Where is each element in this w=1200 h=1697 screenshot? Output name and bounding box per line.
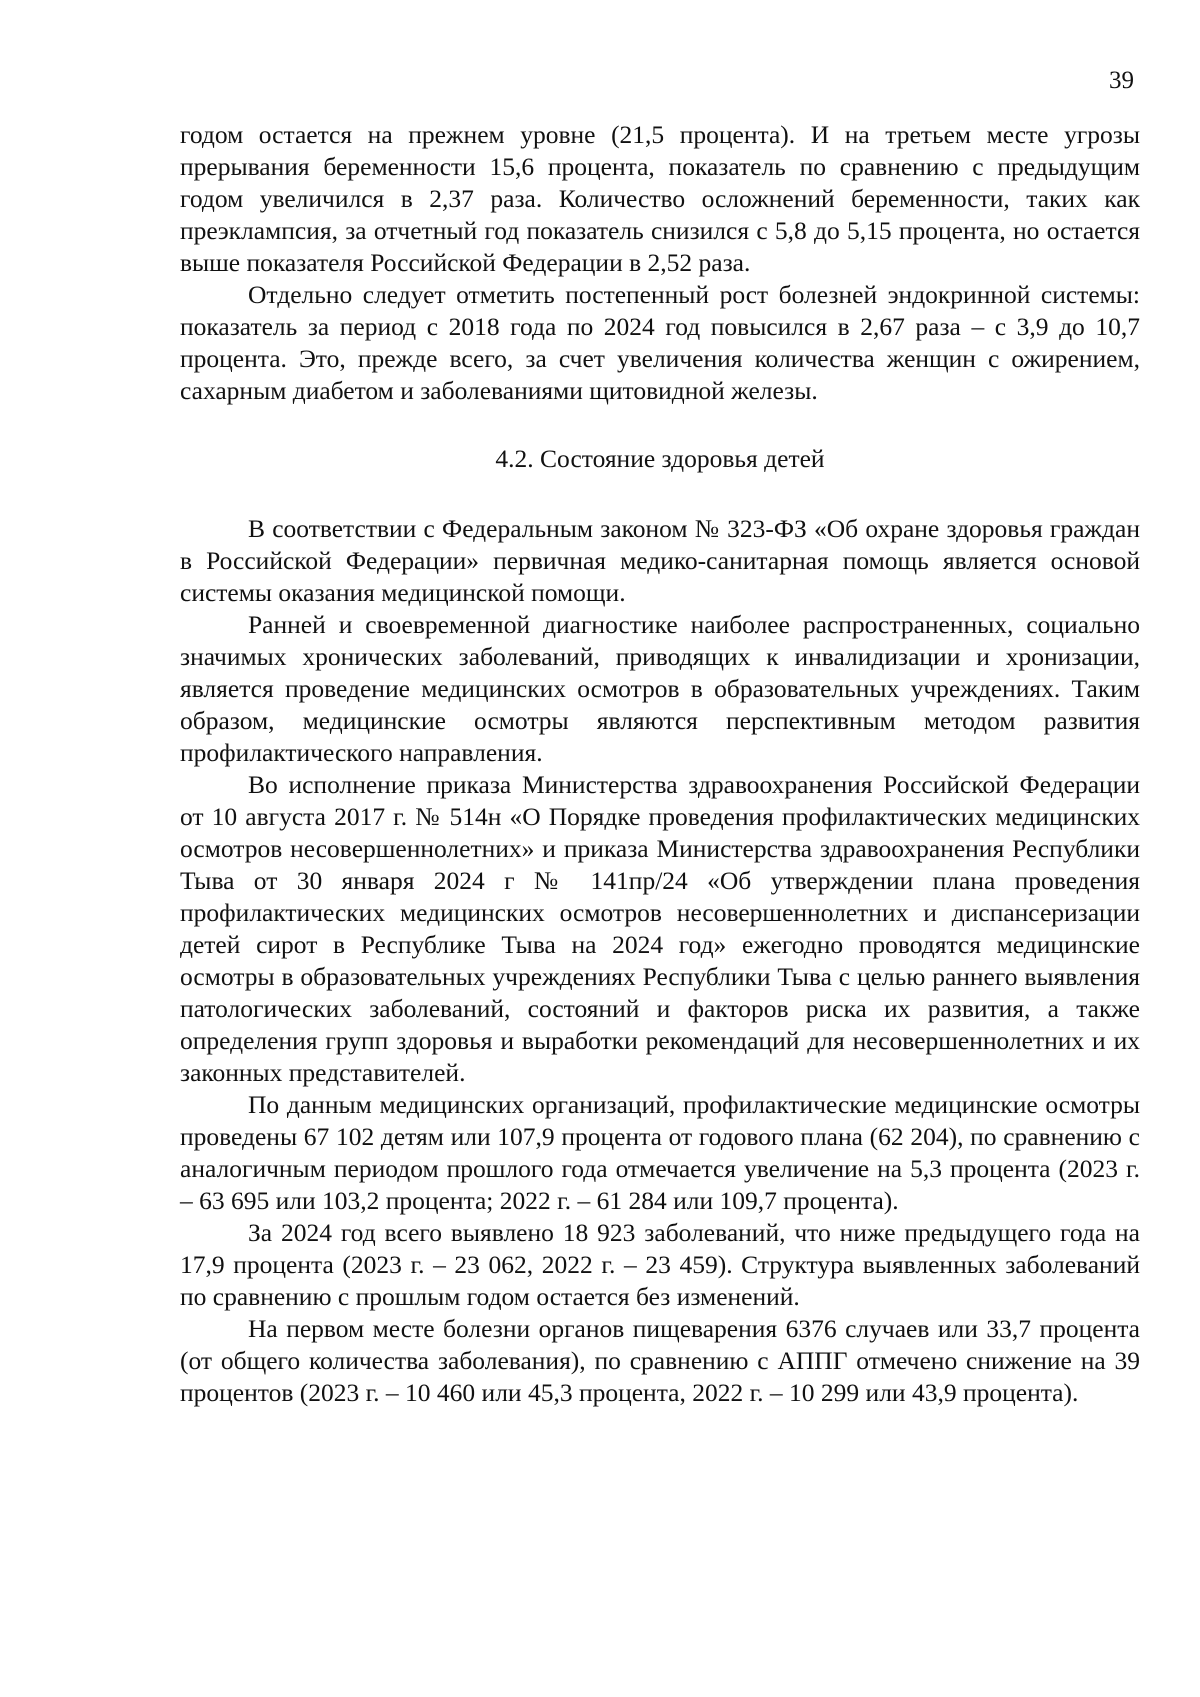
- paragraph-early-diagnostics: Ранней и своевременной диагностике наиболее распространенных, социально значимых хронических заболеваний, приводящих к инвалидизации и хронизации, является проведение медицинских осмотров в образовательных учреждениях. Таким образом, медицинские осмотры являются перспективным методом развития профилактического направления.: [180, 610, 1140, 767]
- intro-text-block: [180, 119, 1140, 407]
- paragraph-pregnancy-complications: годом остается на прежнем уровне (21,5 процента). И на третьем месте угрозы прерывания беременности 15,6 процента, показатель по сравнению с предыдущим годом увеличился в 2,37 раза. Количество осложнений беременности, таких как преэклампсия, за отчетный год показатель снизился с 5,8 до 5,15 процента, но остается выше показателя Российской Федерации в 2,52 раза.: [180, 120, 1140, 277]
- paragraph-federal-law: В соответствии с Федеральным законом № 323-ФЗ «Об охране здоровья граждан в Российской Федерации» первичная медико-санитарная помощь является основой системы оказания медицинской помощи.: [180, 514, 1140, 607]
- section-heading: 4.2. Состояние здоровья детей: [495, 444, 825, 473]
- section-text-block: [180, 513, 1140, 1409]
- paragraph-endocrine-diseases: Отдельно следует отметить постепенный рост болезней эндокринной системы: показатель за период с 2018 года по 2024 год повысился в 2,67 раза – с 3,9 до 10,7 процента. Это, прежде всего, за счет увеличения количества женщин с ожирением, сахарным диабетом и заболеваниями щитовидной железы.: [180, 280, 1140, 405]
- paragraph-exam-results: По данным медицинских организаций, профилактические медицинские осмотры проведены 67 102 детям или 107,9 процента от годового плана (62 204), по сравнению с аналогичным периодом прошлого года отмечается увеличение на 5,3 процента (2023 г. – 63 695 или 103,2 процента; 2022 г. – 61 284 или 109,7 процента).: [180, 1090, 1140, 1215]
- paragraph-ministry-orders: Во исполнение приказа Министерства здравоохранения Российской Федерации от 10 августа 2017 г. № 514н «О Порядке проведения профилактических медицинских осмотров несовершеннолетних» и приказа Министерства здравоохранения Республики Тыва от 30 января 2024 г № 141пр/24 «Об утверждении плана проведения профилактических медицинских осмотров несовершеннолетних и диспансеризации детей сирот в Республике Тыва на 2024 год» ежегодно проводятся медицинские осмотры в образовательных учреждениях Республики Тыва с целью раннего выявления патологических заболеваний, состояний и факторов риска их развития, а также определения групп здоровья и выработки рекомендаций для несовершеннолетних и их законных представителей.: [180, 770, 1140, 1087]
- paragraph-digestive-diseases: На первом месте болезни органов пищеварения 6376 случаев или 33,7 процента (от общего количества заболевания), по сравнению с АППГ отмечено снижение на 39 процентов (2023 г. – 10 460 или 45,3 процента, 2022 г. – 10 299 или 43,9 процента).: [180, 1314, 1140, 1407]
- page-number: 39: [1109, 67, 1134, 94]
- paragraph-detected-diseases: За 2024 год всего выявлено 18 923 заболеваний, что ниже предыдущего года на 17,9 процента (2023 г. – 23 062, 2022 г. – 23 459). Структура выявленных заболеваний по сравнению с прошлым годом остается без изменений.: [180, 1218, 1140, 1311]
